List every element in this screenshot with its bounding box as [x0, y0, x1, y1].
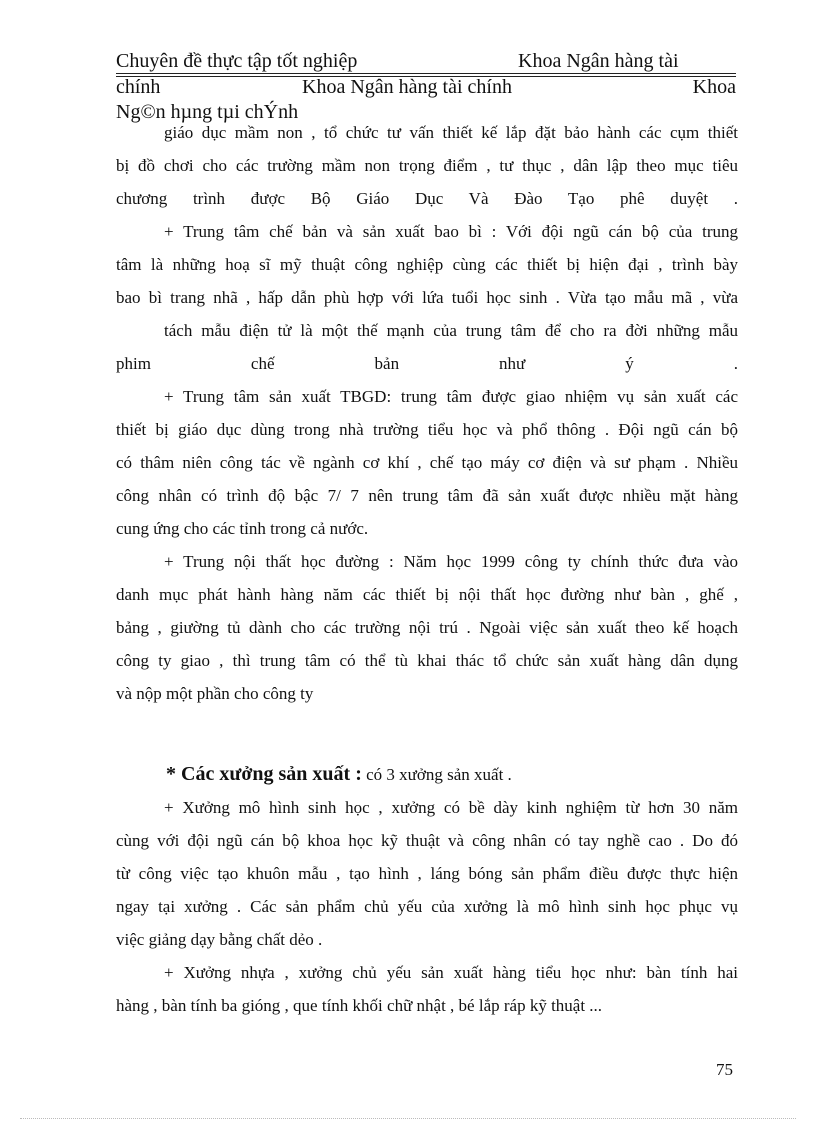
header-rule-top	[116, 73, 736, 74]
text-line: hàng , bàn tính ba gióng , que tính khối chữ nhật , bé lắp ráp kỹ thuật ...	[116, 996, 603, 1015]
text-line: tâm là những hoạ sĩ mỹ thuật công nghiệp cùng các thiết bị hiện đại , trình bày	[116, 255, 738, 274]
text-line: + Trung tâm sản xuất TBGD: trung tâm được giao nhiệm vụ sản xuất các	[164, 387, 738, 406]
text-line: giáo dục mầm non , tổ chức tư vấn thiết kế lắp đặt bảo hành các cụm thiết	[164, 123, 738, 142]
text-line: và nộp một phần cho công ty	[116, 684, 314, 703]
section-heading-title: * Các xưởng sản xuất :	[166, 763, 362, 785]
text-line: bao bì trang nhã , hấp dẫn phù hợp với lứa tuổi học sinh . Vừa tạo mẫu mã , vừa	[116, 288, 738, 307]
header-title-right: Khoa Ngân hàng tài	[518, 50, 679, 72]
text-line: từ công việc tạo khuôn mẫu , tạo hình , láng bóng sản phẩm điều được thực hiện	[116, 864, 738, 883]
body-text	[116, 116, 738, 1022]
text-line: cung ứng cho các tỉnh trong cả nước.	[116, 519, 369, 538]
text-line: + Trung nội thất học đường : Năm học 1999 công ty chính thức đưa vào	[164, 552, 738, 571]
paragraph-block-1	[116, 116, 738, 710]
paragraph-block-2	[116, 791, 738, 1022]
header-line2-center: Khoa Ngân hàng tài chính	[302, 76, 512, 98]
running-header-line-3: Ng©n hµng tµi chÝnh	[116, 101, 299, 123]
text-line: danh mục phát hành hàng năm các thiết bị nội thất học đường như bàn , ghế ,	[116, 585, 738, 604]
text-line: chương trình được Bộ Giáo Dục Và Đào Tạo phê duyệt .	[116, 189, 738, 208]
text-line: + Xưởng mô hình sinh học , xưởng có bề dày kinh nghiệm từ hơn 30 năm	[164, 798, 738, 817]
text-line: công nhân có trình độ bậc 7/ 7 nên trung tâm đã sản xuất được nhiều mặt hàng	[116, 486, 738, 505]
header-line2-right: Khoa	[692, 76, 736, 98]
text-line: + Xưởng nhựa , xưởng chủ yếu sản xuất hàng tiểu học như: bàn tính hai	[164, 963, 738, 982]
section-heading	[116, 758, 738, 791]
blank-line	[116, 710, 738, 752]
running-header-line-1	[116, 49, 736, 73]
text-line: phim chế bản như ý .	[116, 354, 738, 373]
text-line: bảng , giường tủ dành cho các trường nội trú . Ngoài việc sản xuất theo kế hoạch	[116, 618, 738, 637]
text-line: có thâm niên công tác về ngành cơ khí , chế tạo máy cơ điện và sư phạm . Nhiều	[116, 453, 738, 472]
page-bottom-border	[20, 1118, 796, 1119]
text-line: tách mẫu điện tử là một thế mạnh của trung tâm để cho ra đời những mẫu	[164, 321, 738, 340]
section-heading-rest: có 3 xưởng sản xuất .	[361, 765, 512, 784]
text-line: cùng với đội ngũ cán bộ khoa học kỹ thuật và công nhân có tay nghề cao . Do đó	[116, 831, 738, 850]
text-line: ngay tại xưởng . Các sản phẩm chủ yếu của xưởng là mô hình sinh học phục vụ	[116, 897, 738, 916]
page-number: 75	[716, 1060, 733, 1079]
running-header-line-2	[116, 75, 736, 99]
text-line: thiết bị giáo dục dùng trong nhà trường tiểu học và phổ thông . Đội ngũ cán bộ	[116, 420, 738, 439]
header-title-left: Chuyên đề thực tập tốt nghiệp	[116, 50, 358, 72]
text-line: việc giảng dạy bằng chất dẻo .	[116, 930, 323, 949]
text-line: bị đồ chơi cho các trường mầm non trọng điểm , tư thục , dân lập theo mục tiêu	[116, 156, 738, 175]
text-line: công ty giao , thì trung tâm có thể tù khai thác tổ chức sản xuất hàng dân dụng	[116, 651, 738, 670]
header-line2-left: chính	[116, 76, 161, 98]
text-line: + Trung tâm chế bản và sản xuất bao bì : Với đội ngũ cán bộ của trung	[164, 222, 738, 241]
